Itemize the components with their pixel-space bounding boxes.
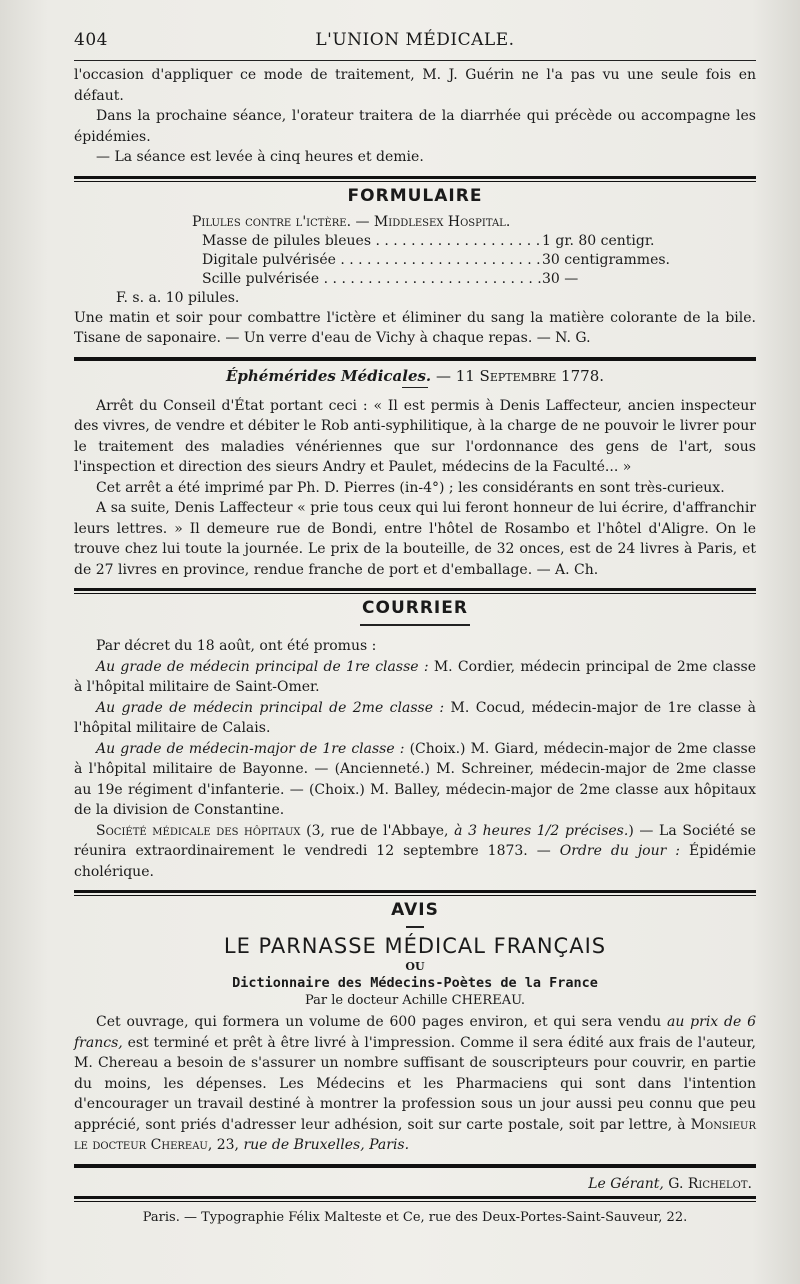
running-head	[74, 30, 756, 60]
courrier-promotion-3	[74, 739, 756, 821]
ingredient-row	[202, 232, 756, 251]
societe-text: (3, rue de l'Abbaye,	[300, 822, 455, 839]
ingredient-row	[202, 251, 756, 270]
imprint-line: Paris. — Typographie Félix Malteste et Ce, rue des Deux-Portes-Saint-Sauveur, 22.	[142, 1209, 688, 1225]
formula-heading: Pilules contre l'ictère. — Middlesex Hospital.	[192, 213, 511, 230]
avis-address-name: Monsieur le docteur Chereau,	[74, 1116, 756, 1153]
ephemerides-heading	[74, 367, 756, 385]
promotion-grade: Au grade de médecin-major de 1re classe :	[96, 740, 405, 757]
promotion-grade: Au grade de médecin principal de 2me classe :	[96, 699, 445, 716]
book-title-ou: OU	[405, 960, 425, 973]
courrier-intro: Par décret du 18 août, ont été promus :	[96, 638, 377, 654]
section-rule	[74, 357, 756, 361]
section-rule	[74, 890, 756, 896]
ingredient-name: Masse de pilules bleues . . .	[202, 232, 542, 251]
gerant-name: G. Richelot.	[663, 1175, 752, 1192]
ingredient-quantity: 30 centigrammes.	[542, 251, 670, 268]
ingredient-name: Digitale pulvérisée . . .	[202, 251, 542, 270]
ephemerides-title: Éphémérides Médicales.	[225, 366, 432, 385]
formulaire-title: FORMULAIRE	[347, 185, 483, 206]
journal-title: L'UNION MÉDICALE.	[315, 30, 515, 50]
intro-paragraph-3: — La séance est levée à cinq heures et demie.	[96, 149, 424, 165]
societe-text: ) — La Société se réunira extraordinairement le vendredi 12 septembre 1873. —	[74, 822, 756, 859]
page-number: 404	[74, 30, 108, 50]
courrier-promotion-2	[74, 698, 756, 739]
ephemerides-paragraph-3: A sa suite, Denis Laffecteur « prie tous ceux qui lui feront honneur de lui écrire, d'affranchir leurs lettres. » Il demeure rue de Bondi, entre l'hôtel de Rosambo et l'hôtel d'Aligre. On le trouve chez lui toute la journée. Le prix de la bouteille, de 32 onces, est de 24 livres à Paris, et de 27 livres en province, rendue franche de port et d'emballage. — A. Ch.	[74, 500, 756, 578]
societe-name: Société médicale des hôpitaux	[96, 822, 301, 839]
ingredient-quantity: 1 gr. 80 centigr.	[542, 232, 655, 249]
book-author: Par le docteur Achille CHEREAU.	[305, 993, 525, 1008]
societe-paragraph	[74, 821, 756, 883]
promotion-detail: M. Cordier, médecin principal de 2me classe à l'hôpital militaire de Saint-Omer.	[74, 658, 756, 695]
avis-text: est terminé et prêt à être livré à l'impression. Comme il sera édité aux frais de l'auteur, M. Chereau a besoin de s'assurer un nombre suffisant de souscripteurs pour couvrir, en partie du moins, les dépenses. Les Médecins et les Pharmaciens qui sont dans l'intention d'encourager un travail destiné à montrer la profession sous un jour aussi peu connu que peu apprécié, sont priés d'adresser leur adhésion, soit sur carte postale, soit par lettre, à	[74, 1034, 756, 1133]
footer-rule	[74, 1196, 756, 1202]
societe-agenda-label: Ordre du jour :	[559, 843, 681, 859]
avis-body	[74, 1012, 756, 1156]
promotion-grade: Au grade de médecin principal de 1re classe :	[96, 658, 429, 675]
courrier-promotion-1	[74, 657, 756, 698]
ingredient-name: Scille pulvérisée . . .	[202, 270, 542, 289]
book-title: LE PARNASSE MÉDICAL FRANÇAIS	[223, 934, 607, 958]
avis-text: Cet ouvrage, qui formera un volume de 600 pages environ, et qui sera vendu	[96, 1014, 667, 1030]
avis-address-street: rue de Bruxelles, Paris.	[243, 1137, 410, 1153]
section-rule	[74, 588, 756, 594]
ephemerides-paragraph-1: Arrêt du Conseil d'État portant ceci : « Il est permis à Denis Laffecteur, ancien inspecteur des vivres, de vendre et débiter le Rob anti-syphilitique, à la charge de ne pouvoir le livrer pour le traitement des maladies vénériennes que sur l'ordonnance des gens de l'art, sous l'inspection et direction des sieurs Andry et Paulet, médecins de la Faculté... »	[74, 397, 756, 475]
gerant-label: Le Gérant,	[588, 1175, 664, 1192]
book-subtitle: Dictionnaire des Médecins-Poètes de la France	[232, 975, 598, 991]
ingredient-quantity: 30 —	[542, 270, 579, 287]
avis-text: 23,	[212, 1137, 244, 1153]
courrier-rule	[360, 624, 470, 626]
intro-paragraph-1: l'occasion d'appliquer ce mode de traitement, M. J. Guérin ne l'a pas vu une seule fois en défaut.	[74, 67, 756, 104]
ephemerides-date: — 11 Septembre 1778.	[435, 366, 605, 385]
ephemerides-paragraph-2: Cet arrêt a été imprimé par Ph. D. Pierres (in-4°) ; les considérants en sont très-curieux.	[96, 479, 725, 496]
gerant-line	[74, 1176, 756, 1192]
formula-usage: Une matin et soir pour combattre l'ictère et éliminer du sang la matière colorante de la bile. Tisane de saponaire. — Un verre d'eau de Vichy à chaque repas. — N. G.	[74, 309, 756, 346]
footer-rule	[74, 1164, 756, 1168]
societe-time: à 3 heures 1/2 précises.	[454, 822, 629, 839]
promotion-detail: (Choix.) M. Giard, médecin-major de 2me classe à l'hôpital militaire de Bayonne. — (Ancienneté.) M. Schreiner, médecin-major de 2me classe au 19e régiment d'infanterie. — (Choix.) M. Balley, médecin-major de 2me classe aux hôpitaux de la division de Constantine.	[74, 740, 756, 818]
intro-paragraph-2: Dans la prochaine séance, l'orateur traitera de la diarrhée qui précède ou accompagne les épidémies.	[74, 108, 756, 145]
societe-text: Épidémie cholérique.	[74, 843, 756, 880]
ingredient-row	[202, 270, 756, 289]
promotion-detail: M. Cocud, médecin-major de 1re classe à l'hôpital militaire de Calais.	[74, 699, 757, 736]
courrier-title: COURRIER	[362, 598, 468, 618]
avis-rule	[406, 926, 424, 928]
section-rule	[74, 176, 756, 182]
avis-price: au prix de 6 francs,	[74, 1014, 756, 1051]
small-rule	[402, 387, 428, 388]
avis-title: AVIS	[391, 900, 439, 920]
ingredient-list	[74, 232, 756, 289]
formula-fsa: F. s. a. 10 pilules.	[116, 289, 240, 306]
